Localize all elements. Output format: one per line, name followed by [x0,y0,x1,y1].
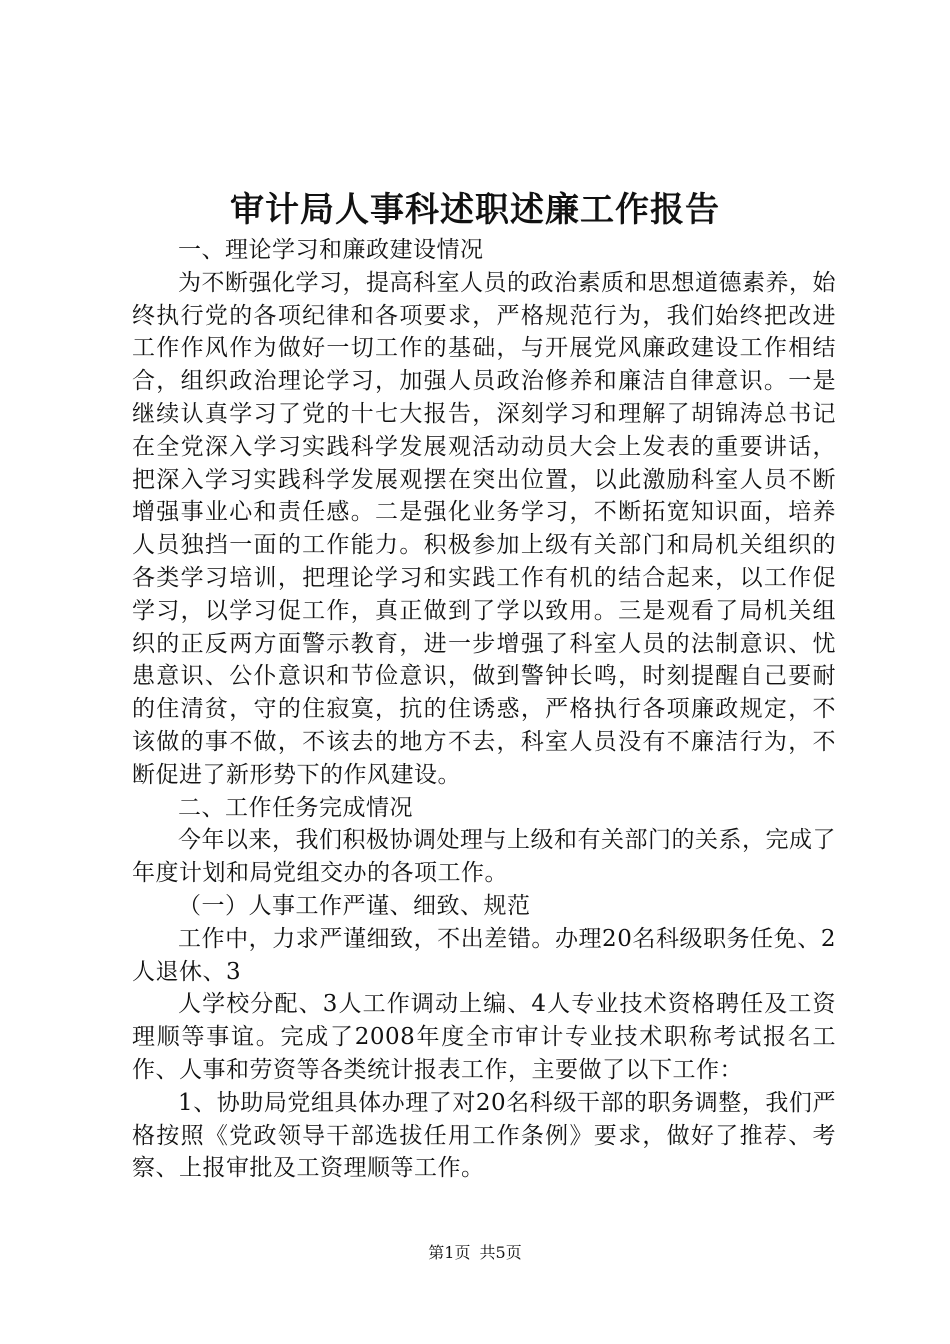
subsection-heading: （一）人事工作严谨、细致、规范 [178,892,531,919]
page-footer [0,1243,950,1263]
body-paragraph: 为不断强化学习，提高科室人员的政治素质和思想道德素养，始终执行党的各项纪律和各项要求，严格规范行为，我们始终把改进工作作风作为做好一切工作的基础，与开展党风廉政建设工作相结合，组织政治理论学习，加强人员政治修养和廉洁自律意识。一是继续认真学习了党的十七大报告，深刻学习和理解了胡锦涛总书记在全党深入学习实践科学发展观活动动员大会上发表的重要讲话，把深入学习实践科学发展观摆在突出位置，以此激励科室人员不断增强事业心和责任感。二是强化业务学习，不断拓宽知识面，培养人员独挡一面的工作能力。积极参加上级有关部门和局机关组织的各类学习培训，把理论学习和实践工作有机的结合起来，以工作促学习，以学习促工作，真正做到了学以致用。三是观看了局机关组织的正反两方面警示教育，进一步增强了科室人员的法制意识、忧患意识、公仆意识和节俭意识，做到警钟长鸣，时刻提醒自己要耐的住清贫，守的住寂寞，抗的住诱惑，严格执行各项廉政规定，不该做的事不做，不该去的地方不去，科室人员没有不廉洁行为，不断促进了新形势下的作风建设。 [132,269,836,788]
page-total: 共5页 [479,1243,522,1262]
document-body [132,234,836,1185]
body-paragraph: 1、协助局党组具体办理了对20名科级干部的职务调整，我们严格按照《党政领导干部选拔任用工作条例》要求，做好了推荐、考察、上报审批及工资理顺等工作。 [132,1089,836,1182]
body-paragraph: 工作中，力求严谨细致，不出差错。办理20名科级职务任免、2人退休、3 [132,925,836,985]
body-paragraph: 人学校分配、3人工作调动上编、4人专业技术资格聘任及工资理顺等事谊。完成了2008年度全市审计专业技术职称考试报名工作、人事和劳资等各类统计报表工作，主要做了以下工作： [132,991,836,1083]
page-number: 第1页 [428,1243,471,1262]
section-heading-1: 一、理论学习和廉政建设情况 [178,237,484,263]
body-paragraph: 今年以来，我们积极协调处理与上级和有关部门的关系，完成了年度计划和局党组交办的各项工作。 [132,827,836,887]
section-heading-2: 二、工作任务完成情况 [178,794,413,821]
document-title: 审计局人事科述职述廉工作报告 [230,190,720,230]
